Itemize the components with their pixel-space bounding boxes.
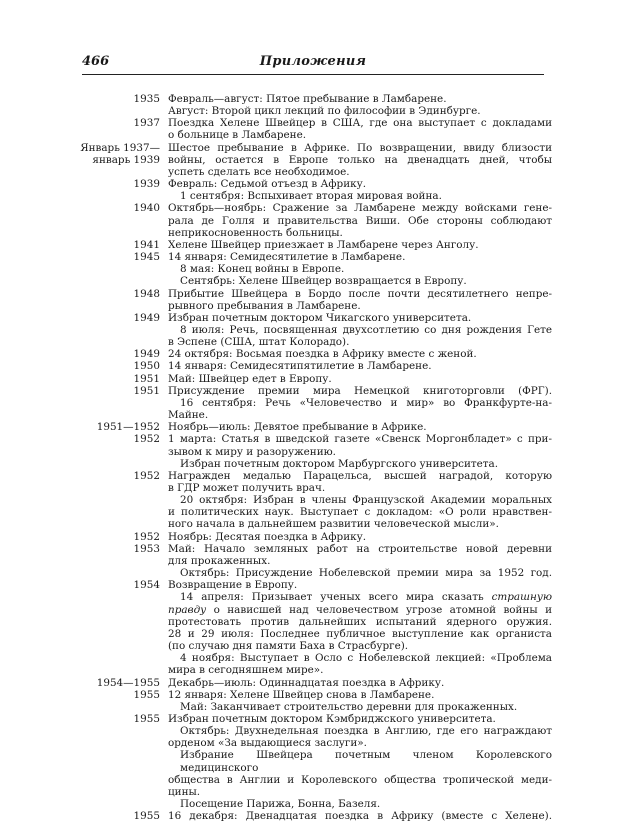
entry-date: 1951—1952	[96, 421, 160, 434]
entry-text	[168, 360, 552, 372]
entry-line: Шестое пребывание в Африке. По возвращении, ввиду близости	[168, 141, 552, 154]
entry-line: 14 апреля: Призывает ученых всего мира сказать страшную	[180, 591, 552, 604]
entry-line: мира в сегодняшнем мире».	[168, 664, 324, 677]
chronology-entry	[80, 239, 552, 251]
entry-line: протестовать против дальнейших испытаний ядерного оружия.	[168, 615, 552, 628]
entry-line: (по случаю дня памяти Баха в Страсбурге).	[168, 640, 409, 653]
entry-line: Посещение Парижа, Бонна, Базеля.	[180, 798, 381, 811]
entry-text	[168, 385, 552, 421]
entry-date: 1935	[133, 93, 160, 105]
chronology-entry	[80, 360, 552, 372]
entry-line: Май: Заканчивает строительство деревни для прокаженных.	[180, 700, 518, 713]
entry-line: Октябрь—ноябрь: Сражение за Ламбарене между войсками гене-	[168, 202, 552, 215]
entry-line: неприкосновенность больницы.	[168, 226, 343, 239]
entry-date: 1937	[133, 117, 160, 130]
chronology-entry	[80, 689, 552, 713]
entry-line: Присуждение премии мира Немецкой книготорговли (ФРГ).	[168, 384, 552, 397]
entry-line: 12 января: Хелене Швейцер снова в Ламбарене.	[168, 688, 435, 701]
entry-line: 28 и 29 июля: Последнее публичное выступление как органиста	[168, 627, 552, 640]
entry-text	[168, 677, 552, 689]
entry-text	[168, 543, 552, 579]
entry-line: Награжден медалью Парацельса, высшей наградой, которую	[168, 469, 552, 482]
entry-text	[168, 251, 552, 287]
entry-date: 1945	[133, 251, 160, 264]
entry-text	[168, 117, 552, 141]
entry-text	[168, 239, 552, 251]
entry-date: 1953	[133, 542, 160, 555]
entry-date: 1940	[133, 202, 160, 215]
entry-line: 16 декабря: Двенадцатая поездка в Африку (вместе с Хелене).	[168, 810, 552, 822]
chronology-entry	[80, 543, 552, 579]
entry-line: зывом к миру и разоружению.	[168, 445, 336, 458]
entry-line: 1 марта: Статья в шведской газете «Свенск Моргонбладет» с при-	[168, 433, 552, 446]
chronology-entry	[80, 385, 552, 421]
entry-date: 1949	[133, 311, 160, 324]
chronology-entry	[80, 421, 552, 433]
entry-line: 8 июля: Речь, посвященная двухсотлетию со дня рождения Гете	[180, 323, 552, 336]
entry-line: в Эспене (США, штат Колорадо).	[168, 336, 350, 349]
entry-date: Январь 1937— январь 1939	[80, 141, 160, 166]
entry-line: 1 сентября: Вспыхивает вторая мировая война.	[180, 190, 442, 203]
entry-line: 14 января: Семидесятипятилетие в Ламбарене.	[168, 360, 432, 373]
entry-line: Май: Начало земляных работ на строительстве новой деревни	[168, 542, 552, 555]
chronology-entry	[80, 312, 552, 348]
entry-line: рывного пребывания в Ламбарене.	[168, 299, 361, 312]
entry-date: 1952	[133, 469, 160, 482]
entry-date: 1951	[133, 372, 160, 385]
entry-line: 20 октября: Избран в члены Французской Академии моральных	[180, 494, 552, 507]
entry-date: 1949	[133, 348, 160, 361]
entry-date: 1954—1955	[96, 676, 160, 689]
entry-line: 4 ноября: Выступает в Осло с Нобелевской лекцией: «Проблема	[180, 652, 552, 665]
entry-date: 1948	[133, 287, 160, 300]
entry-text	[168, 713, 552, 810]
running-header	[82, 52, 544, 75]
chronology-entry	[80, 470, 552, 531]
entry-line: Прибытие Швейцера в Бордо после почти десятилетнего непре-	[168, 287, 552, 300]
entry-line: Ноябрь: Десятая поездка в Африку.	[168, 530, 367, 543]
entry-text	[168, 288, 552, 312]
entry-text	[168, 348, 552, 360]
entry-text	[168, 142, 552, 178]
entry-line: Май: Швейцер едет в Европу.	[168, 372, 332, 385]
entry-text	[168, 531, 552, 543]
entry-line: Возвращение в Европу.	[168, 579, 298, 592]
entry-line: Хелене Швейцер приезжает в Ламбарене через Анголу.	[168, 238, 479, 251]
chronology-entry	[80, 579, 552, 676]
entry-line: Избрание Швейцера почетным членом Королевского медицинского	[180, 749, 552, 774]
entry-line: рала де Голля и правительства Виши. Обе стороны соблюдают	[168, 214, 552, 227]
entry-line: Избран почетным доктором Кэмбриджского университета.	[168, 712, 496, 725]
entry-text	[168, 178, 552, 202]
entry-date: 1955	[133, 712, 160, 725]
entry-text	[168, 470, 552, 531]
entry-date: 1955	[133, 810, 160, 822]
chronology-list	[80, 93, 552, 822]
entry-line: Сентябрь: Хелене Швейцер возвращается в Европу.	[180, 275, 467, 288]
page-number: 466	[82, 54, 110, 69]
chronology-entry	[80, 373, 552, 385]
chronology-entry	[80, 117, 552, 141]
chronology-entry	[80, 93, 552, 117]
chronology-entry	[80, 531, 552, 543]
entry-text	[168, 810, 552, 822]
entry-line: общества в Англии и Королевского общества тропической меди-	[168, 773, 552, 786]
chronology-entry	[80, 142, 552, 178]
entry-line: в ГДР может получить врач.	[168, 482, 326, 494]
running-title: Приложения	[259, 54, 367, 69]
entry-line: для прокаженных.	[168, 554, 271, 567]
entry-line: орденом «За выдающиеся заслуги».	[168, 737, 367, 750]
entry-text	[168, 579, 552, 676]
chronology-entry	[80, 178, 552, 202]
entry-line: и политических наук. Выступает с докладом: «О роли нравствен-	[168, 506, 552, 519]
entry-date: 1954	[133, 579, 160, 592]
entry-line: Октябрь: Двухнедельная поездка в Англию, где его награждают	[180, 725, 552, 738]
entry-text	[168, 93, 552, 117]
entry-line: ного начала в дальнейшем развитии человеческой мысли».	[168, 518, 499, 531]
entry-line: о больнице в Ламбарене.	[168, 129, 307, 142]
entry-text	[168, 312, 552, 348]
chronology-entry	[80, 202, 552, 238]
entry-date: 1951	[133, 384, 160, 397]
chronology-entry	[80, 251, 552, 287]
entry-date: 1952	[133, 530, 160, 543]
entry-date: 1950	[133, 360, 160, 373]
entry-line: цины.	[168, 785, 201, 798]
entry-line: Избран почетным доктором Чикагского университета.	[168, 311, 472, 324]
entry-text	[168, 202, 552, 238]
entry-line: 24 октября: Восьмая поездка в Африку вместе с женой.	[168, 348, 477, 361]
entry-line: успеть сделать все необходимое.	[168, 165, 350, 178]
entry-text	[168, 421, 552, 433]
entry-text	[168, 373, 552, 385]
entry-line: 16 сентября: Речь «Человечество и мир» во Франкфурте-на-	[180, 396, 552, 409]
entry-date: 1939	[133, 178, 160, 191]
chronology-entry	[80, 348, 552, 360]
entry-line: Избран почетным доктором Марбургского университета.	[180, 457, 499, 470]
entry-date: 1952	[133, 433, 160, 446]
entry-line: Август: Второй цикл лекций по философии в Эдинбурге.	[168, 105, 481, 118]
entry-line: 8 мая: Конец войны в Европе.	[180, 263, 345, 276]
chronology-entry	[80, 713, 552, 810]
chronology-entry	[80, 677, 552, 689]
entry-line: Октябрь: Присуждение Нобелевской премии мира за 1952 год.	[180, 567, 552, 580]
entry-line: Декабрь—июль: Одиннадцатая поездка в Африку.	[168, 676, 445, 689]
entry-line: Поездка Хелене Швейцер в США, где она выступает с докладами	[168, 117, 552, 130]
entry-text	[168, 433, 552, 469]
chronology-entry	[80, 810, 552, 822]
chronology-entry	[80, 288, 552, 312]
entry-line: Февраль—август: Пятое пребывание в Ламбарене.	[168, 93, 447, 105]
chronology-entry	[80, 433, 552, 469]
entry-text	[168, 689, 552, 713]
entry-line: Майне.	[168, 409, 209, 422]
entry-date: 1955	[133, 688, 160, 701]
entry-line: 14 января: Семидесятилетие в Ламбарене.	[168, 251, 406, 264]
entry-line: правду о нависшей над человечеством угрозе атомной войны и	[168, 603, 552, 616]
entry-line: Ноябрь—июль: Девятое пребывание в Африке.	[168, 421, 427, 434]
entry-line: войны, остается в Европе только на двенадцать дней, чтобы	[168, 153, 552, 166]
entry-line: Февраль: Седьмой отъезд в Африку.	[168, 178, 367, 191]
entry-date: 1941	[133, 238, 160, 251]
